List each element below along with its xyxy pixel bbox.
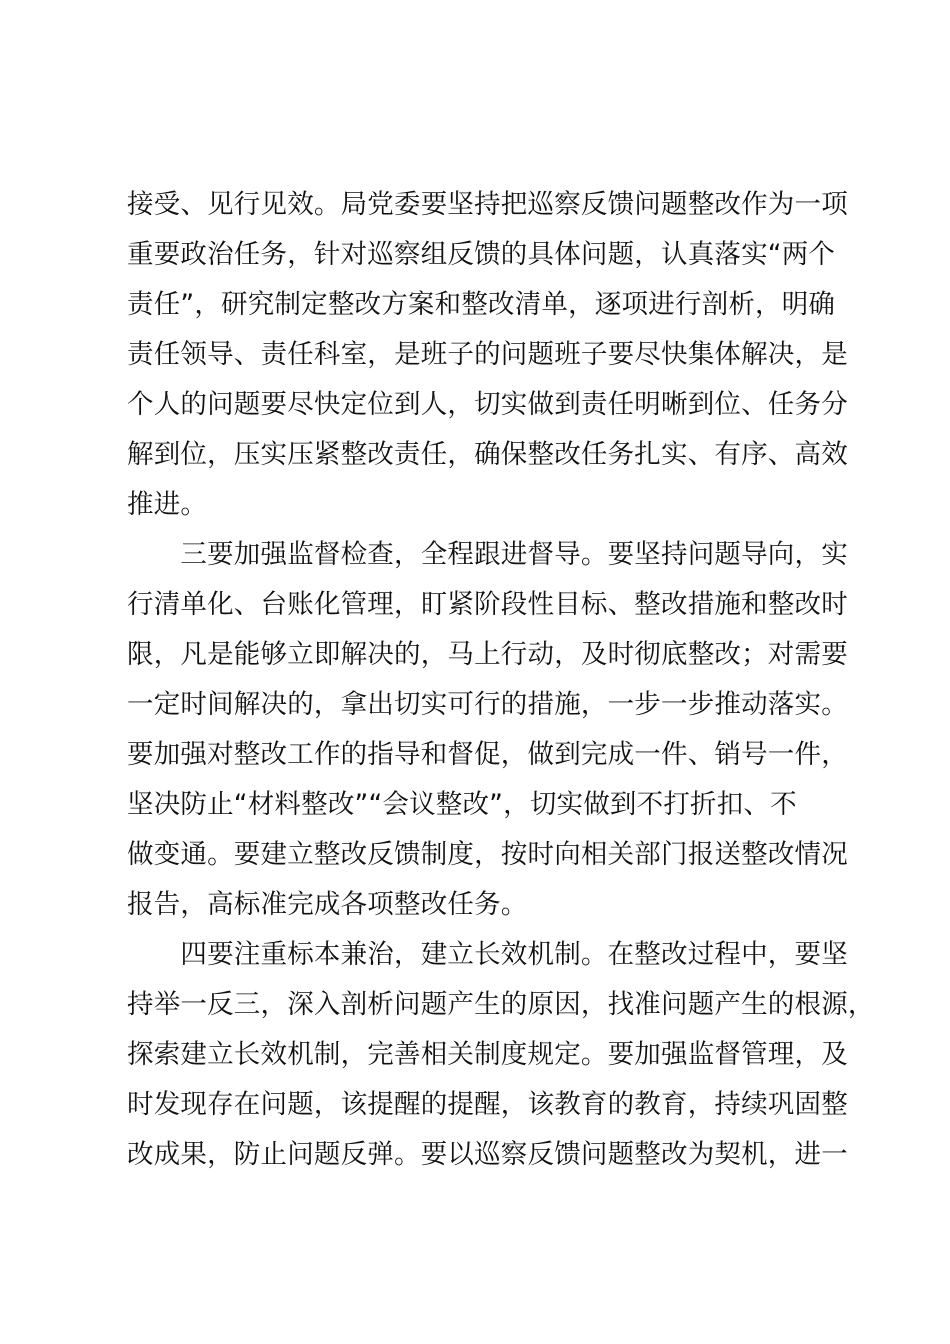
text-line: 三要加强监督检查，全程跟进督导。要坚持问题导向，实 xyxy=(127,539,848,570)
text-line: 责任领导、责任科室，是班子的问题班子要尽快集体解决，是 xyxy=(127,339,848,370)
text-line: 一定时间解决的，拿出切实可行的措施，一步一步推动落实。 xyxy=(127,689,848,720)
text-line: 责任”，研究制定整改方案和整改清单，逐项进行剖析，明确 xyxy=(127,289,836,320)
text-line: 持举一反三，深入剖析问题产生的原因，找准问题产生的根源， xyxy=(127,989,875,1020)
text-line: 时发现存在问题，该提醒的提醒，该教育的教育，持续巩固整 xyxy=(127,1089,848,1120)
text-line: 解到位，压实压紧整改责任，确保整改任务扎实、有序、高效 xyxy=(127,439,848,470)
text-line: 限，凡是能够立即解决的，马上行动，及时彻底整改；对需要 xyxy=(127,639,848,670)
text-line: 报告，高标准完成各项整改任务。 xyxy=(127,889,528,920)
text-line: 推进。 xyxy=(127,489,208,520)
text-line: 探索建立长效机制，完善相关制度规定。要加强监督管理，及 xyxy=(127,1039,848,1070)
text-line: 接受、见行见效。局党委要坚持把巡察反馈问题整改作为一项 xyxy=(127,189,848,220)
text-line: 要加强对整改工作的指导和督促，做到完成一件、销号一件， xyxy=(127,739,848,770)
text-line: 改成果，防止问题反弹。要以巡察反馈问题整改为契机，进一 xyxy=(127,1139,848,1170)
text-line: 坚决防止“材料整改”“会议整改”，切实做到不打折扣、不 xyxy=(127,789,797,820)
text-line: 行清单化、台账化管理，盯紧阶段性目标、整改措施和整改时 xyxy=(127,589,848,620)
text-line: 做变通。要建立整改反馈制度，按时向相关部门报送整改情况 xyxy=(127,839,848,870)
text-line: 四要注重标本兼治，建立长效机制。在整改过程中，要坚 xyxy=(127,939,848,970)
text-line: 重要政治任务，针对巡察组反馈的具体问题，认真落实“两个 xyxy=(127,239,836,270)
text-line: 个人的问题要尽快定位到人，切实做到责任明晰到位、任务分 xyxy=(127,389,848,420)
